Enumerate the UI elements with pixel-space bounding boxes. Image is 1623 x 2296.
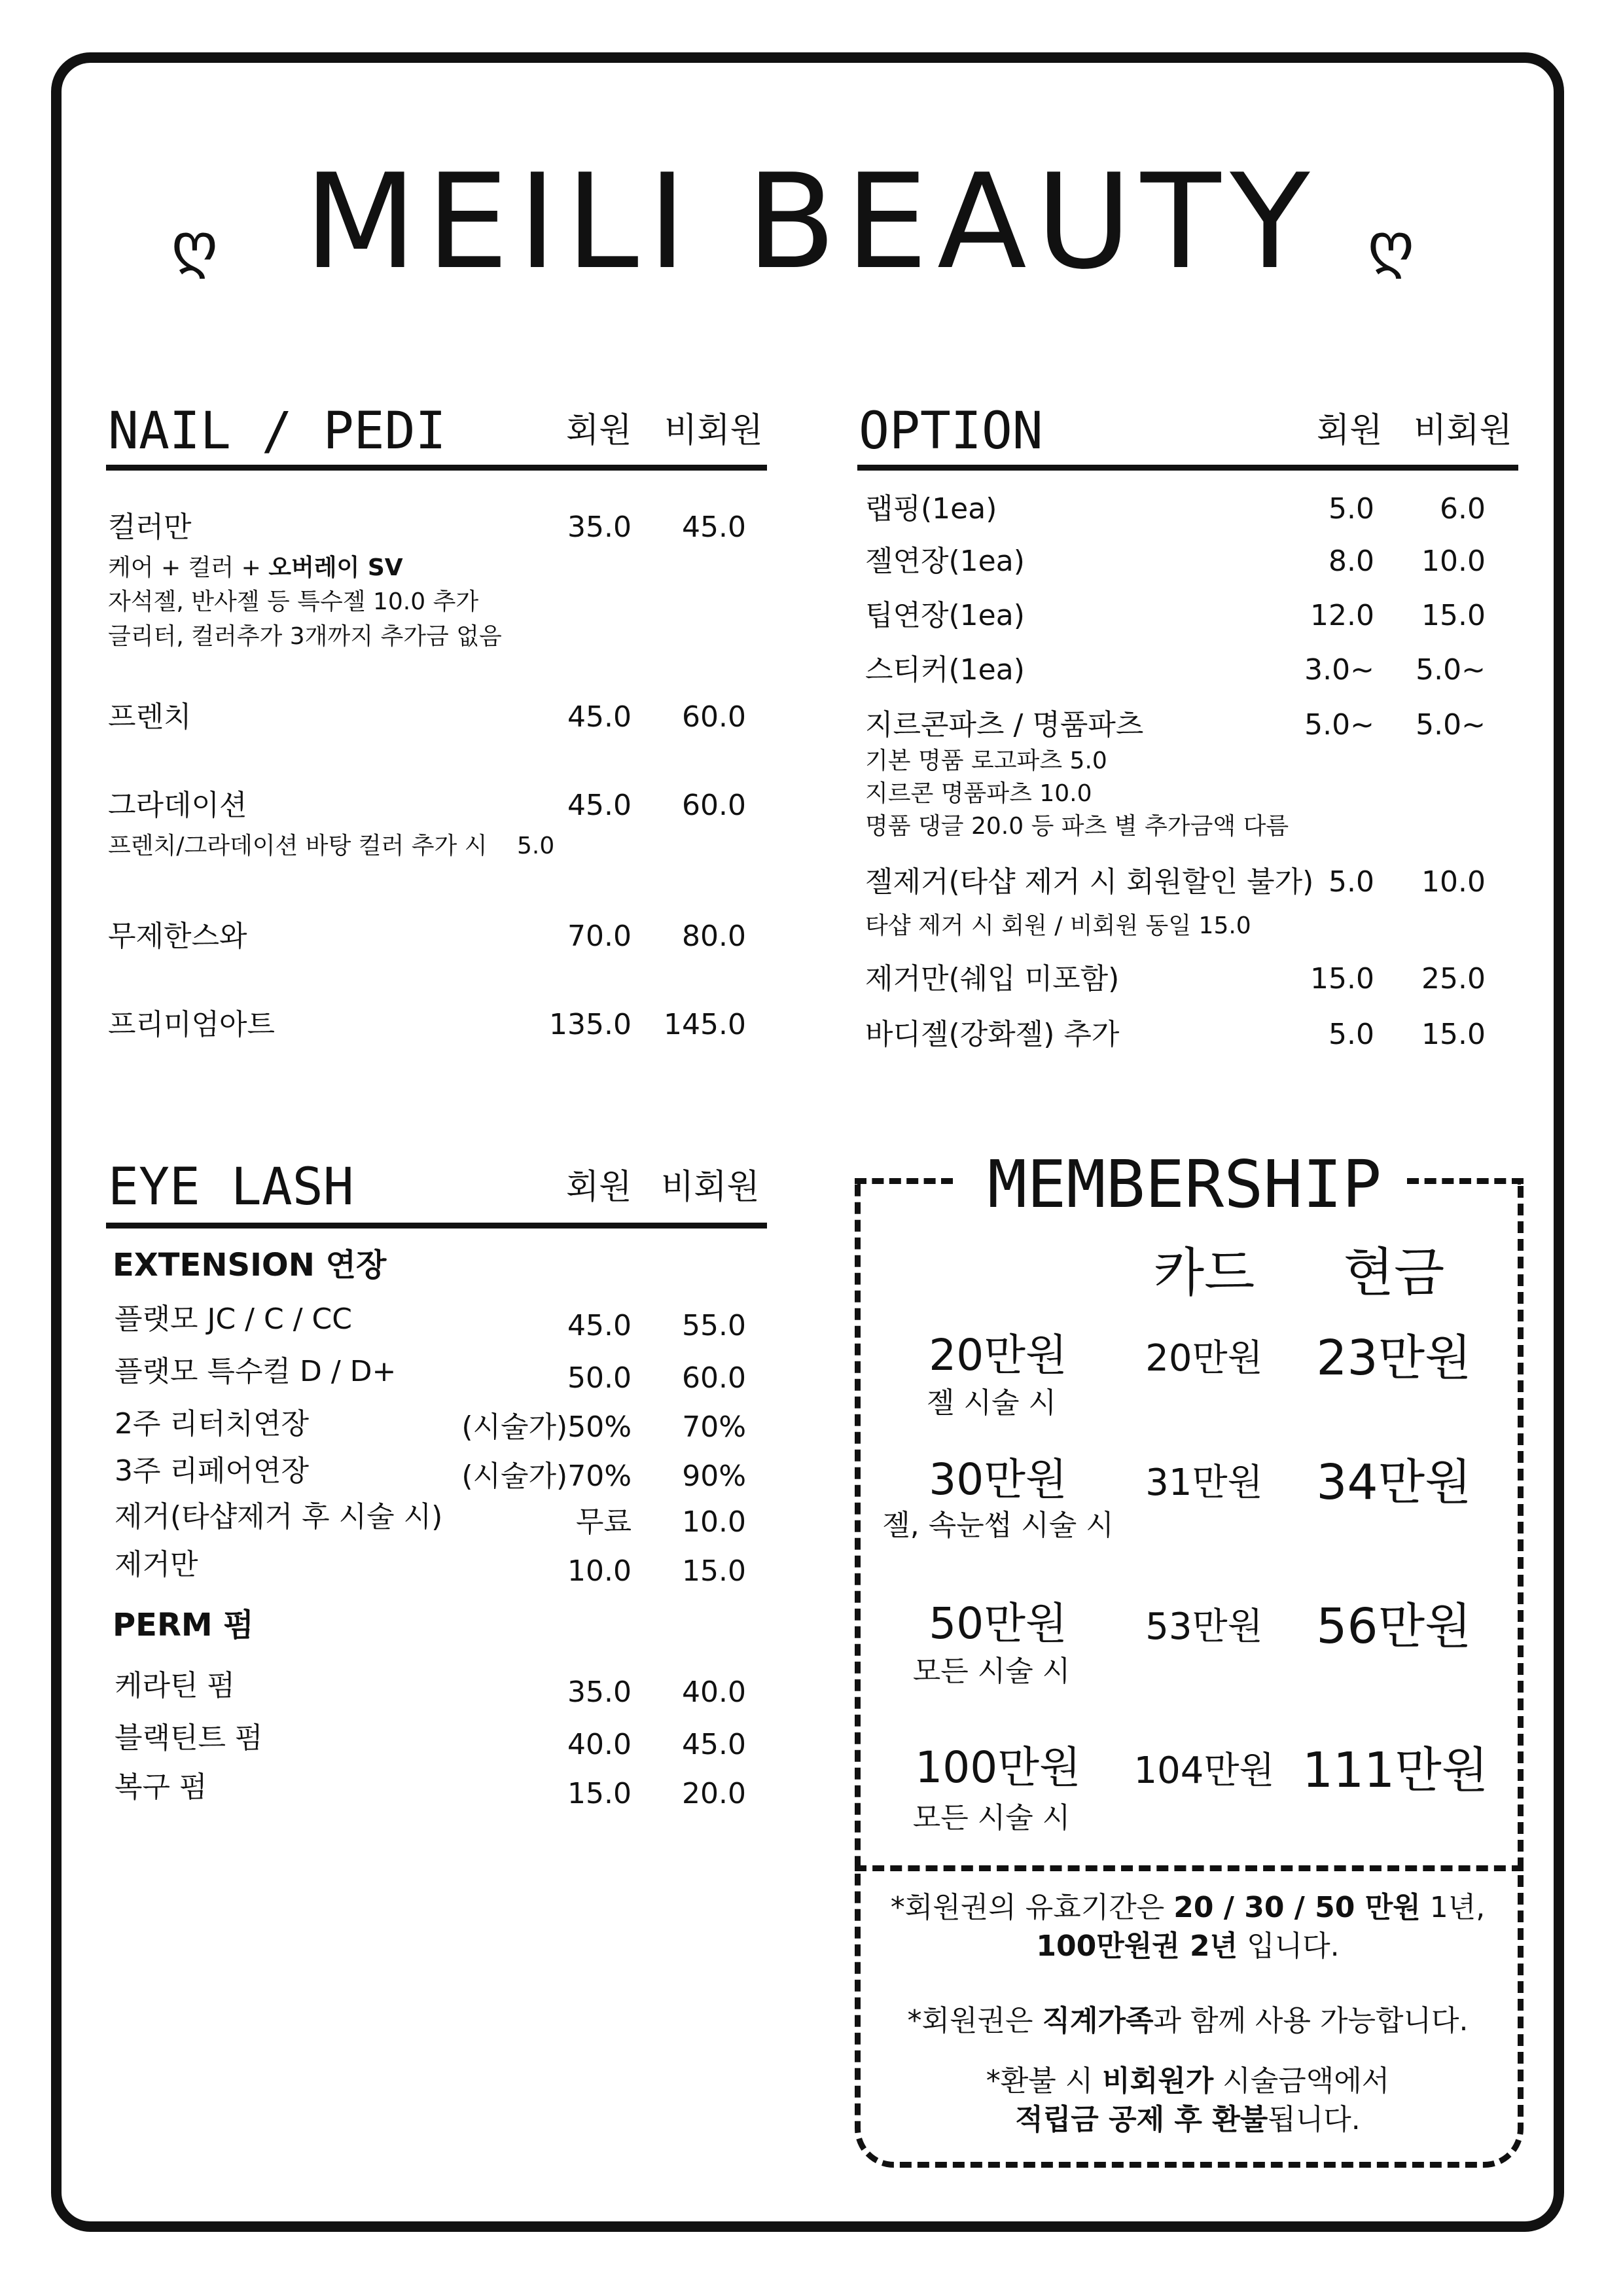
option-item-member: 8.0 — [1329, 545, 1374, 578]
option-item-nonmember: 5.0~ — [1416, 653, 1486, 687]
lash-ext-nonmember: 70% — [682, 1410, 746, 1444]
lash-ext-member: (시술가)50% — [461, 1410, 632, 1444]
nail-item-member: 45.0 — [567, 789, 632, 822]
option-col-nonmember: 비회원 — [1414, 411, 1512, 450]
membership-title: MEMBERSHIP — [987, 1146, 1382, 1223]
lash-ext-name: 3주 리페어연장 — [115, 1454, 310, 1488]
nail-item-member: 45.0 — [567, 700, 632, 734]
lash-ext-nonmember: 10.0 — [682, 1505, 746, 1539]
option-item-nonmember: 15.0 — [1421, 1018, 1486, 1051]
membership-top-right — [1407, 1178, 1524, 1190]
membership-tier-card: 53만원 — [1145, 1605, 1263, 1648]
option-item-name: 바디젤(강화젤) 추가 — [865, 1018, 1120, 1051]
nail-note-care-prefix: 케어 + 컬러 + — [108, 554, 269, 581]
nail-item-name: 무제한스와 — [108, 920, 247, 953]
membership-tier-card: 31만원 — [1145, 1462, 1263, 1504]
lash-ext-name: 2주 리터치연장 — [115, 1407, 310, 1441]
nail-note-care-bold: 오버레이 SV — [268, 554, 403, 581]
membership-note-family-a: *회원권은 — [907, 2004, 1043, 2037]
membership-tier-amount: 50만원 — [929, 1598, 1067, 1649]
option-divider — [857, 465, 1518, 471]
option-item-nonmember: 10.0 — [1421, 545, 1486, 578]
membership-note-family-c: 과 함께 사용 가능합니다. — [1153, 2004, 1469, 2037]
membership-note-refund-b: 비회원가 — [1102, 2064, 1214, 2098]
nail-item-nonmember: 60.0 — [682, 700, 746, 734]
lash-ext-name: 플랫모 특수컬 D / D+ — [115, 1355, 397, 1388]
membership-note-validity-e: 입니다. — [1238, 1929, 1340, 1964]
membership-col-cash: 현금 — [1343, 1242, 1445, 1303]
lash-perm-name: 케라틴 펌 — [115, 1669, 236, 1702]
lash-ext-nonmember: 60.0 — [682, 1361, 746, 1395]
nail-col-nonmember: 비회원 — [664, 411, 763, 450]
membership-tier-desc: 젤, 속눈썹 시술 시 — [882, 1509, 1114, 1542]
lash-perm-name: 복구 펌 — [115, 1770, 207, 1804]
lash-ext-member: (시술가)70% — [461, 1460, 632, 1493]
membership-note-refund-a: *환불 시 — [986, 2064, 1103, 2098]
option-item-nonmember: 6.0 — [1440, 492, 1486, 526]
lash-divider — [106, 1223, 767, 1229]
lash-ext-nonmember: 15.0 — [682, 1554, 746, 1588]
nail-item-name: 프렌치 — [108, 700, 192, 734]
option-note-parts-1: 기본 명품 로고파츠 5.0 — [865, 747, 1107, 774]
option-item-name: 스티커(1ea) — [865, 653, 1025, 687]
lash-section-title: EYE LASH — [108, 1158, 354, 1217]
option-note-parts-2: 지르콘 명품파츠 10.0 — [865, 780, 1092, 807]
membership-col-card: 카드 — [1153, 1242, 1255, 1303]
lash-col-nonmember: 비회원 — [661, 1168, 760, 1207]
membership-tier-amount: 30만원 — [929, 1454, 1067, 1505]
option-item-member: 5.0~ — [1304, 708, 1374, 742]
option-item-name: 젤제거(타샵 제거 시 회원할인 불가) — [865, 865, 1314, 899]
option-item-member: 5.0 — [1329, 492, 1374, 526]
brand-name: MEILI BEAUTY — [304, 146, 1319, 298]
option-note-parts-3: 명품 댕글 20.0 등 파츠 별 추가금액 다름 — [865, 813, 1289, 840]
membership-note-refund-c: 시술금액에서 — [1213, 2064, 1390, 2098]
nail-item-member: 135.0 — [549, 1008, 632, 1041]
heart-left-icon: ღ — [171, 211, 218, 279]
nail-note-special-gel: 자석젤, 반사젤 등 특수젤 10.0 추가 — [108, 588, 479, 615]
membership-tier-desc: 모든 시술 시 — [912, 1801, 1071, 1835]
lash-ext-member: 10.0 — [567, 1554, 632, 1588]
membership-note-family-b: 직계가족 — [1042, 2004, 1154, 2037]
membership-tier-cash: 56만원 — [1316, 1598, 1472, 1655]
option-item-name: 제거만(쉐입 미포함) — [865, 962, 1120, 996]
nail-item-member: 35.0 — [567, 511, 632, 544]
membership-note-refund-e: 됩니다. — [1268, 2103, 1361, 2137]
nail-item-nonmember: 80.0 — [682, 920, 746, 953]
lash-perm-title: PERM 펌 — [113, 1607, 254, 1643]
lash-ext-member: 무료 — [575, 1505, 632, 1539]
lash-ext-member: 50.0 — [567, 1361, 632, 1395]
option-item-member: 5.0 — [1329, 1018, 1374, 1051]
lash-perm-nonmember: 40.0 — [682, 1676, 746, 1709]
lash-ext-member: 45.0 — [567, 1309, 632, 1342]
membership-tier-card: 104만원 — [1133, 1749, 1275, 1792]
nail-item-member: 70.0 — [567, 920, 632, 953]
nail-item-name: 그라데이션 — [108, 789, 247, 822]
option-item-member: 15.0 — [1310, 962, 1374, 996]
option-item-nonmember: 10.0 — [1421, 865, 1486, 899]
option-item-nonmember: 5.0~ — [1416, 708, 1486, 742]
option-item-name: 팁연장(1ea) — [865, 599, 1025, 632]
nail-note-glitter: 글리터, 컬러추가 3개까지 추가금 없음 — [108, 623, 502, 650]
nail-col-member: 회원 — [566, 411, 632, 450]
option-note-removal: 타샵 제거 시 회원 / 비회원 동일 15.0 — [865, 912, 1251, 939]
membership-notes-divider — [855, 1865, 1524, 1871]
membership-note-validity — [864, 1888, 1512, 1966]
lash-perm-member: 15.0 — [567, 1777, 632, 1810]
membership-tier-amount: 100만원 — [915, 1742, 1081, 1793]
option-item-member: 5.0 — [1329, 865, 1374, 899]
membership-note-validity-b: 20 / 30 / 50 만원 — [1173, 1891, 1421, 1924]
option-item-member: 3.0~ — [1304, 653, 1374, 687]
nail-note-care — [108, 553, 403, 584]
membership-note-refund-d: 적립금 공제 후 환불 — [1015, 2103, 1268, 2137]
option-item-name: 지르콘파츠 / 명품파츠 — [865, 708, 1144, 742]
membership-note-validity-c: 1년, — [1420, 1891, 1486, 1924]
option-item-nonmember: 15.0 — [1421, 599, 1486, 632]
membership-tier-desc: 젤 시술 시 — [927, 1386, 1056, 1420]
membership-tier-amount: 20만원 — [929, 1330, 1067, 1380]
lash-extension-title: EXTENSION 연장 — [113, 1247, 387, 1283]
lash-ext-name: 플랫모 JC / C / CC — [115, 1302, 352, 1336]
membership-note-refund — [864, 2062, 1512, 2140]
nail-section-title: NAIL / PEDI — [108, 402, 446, 461]
membership-tier-card: 20만원 — [1145, 1337, 1263, 1380]
lash-perm-member: 35.0 — [567, 1676, 632, 1709]
lash-perm-name: 블랙틴트 펌 — [115, 1721, 263, 1755]
membership-note-validity-a: *회원권의 유효기간은 — [890, 1891, 1174, 1924]
lash-ext-name: 제거(타샵제거 후 시술 시) — [115, 1500, 443, 1534]
option-item-name: 젤연장(1ea) — [865, 545, 1025, 578]
option-item-nonmember: 25.0 — [1421, 962, 1486, 996]
lash-perm-nonmember: 45.0 — [682, 1728, 746, 1761]
membership-top-left — [855, 1178, 953, 1190]
nail-item-name: 프리미엄아트 — [108, 1008, 276, 1041]
membership-tier-cash: 23만원 — [1316, 1330, 1472, 1386]
membership-tier-desc: 모든 시술 시 — [912, 1655, 1071, 1688]
option-section-title: OPTION — [859, 402, 1043, 461]
nail-item-nonmember: 45.0 — [682, 511, 746, 544]
nail-item-nonmember: 145.0 — [664, 1008, 746, 1041]
nail-divider — [106, 465, 767, 471]
membership-tier-cash: 34만원 — [1316, 1454, 1472, 1511]
lash-perm-nonmember: 20.0 — [682, 1777, 746, 1810]
nail-note-gradation-base: 프렌치/그라데이션 바탕 컬러 추가 시 — [108, 833, 488, 859]
option-item-name: 랩핑(1ea) — [865, 492, 997, 526]
membership-tier-cash: 111만원 — [1302, 1742, 1489, 1799]
lash-ext-name: 제거만 — [115, 1548, 198, 1581]
option-item-member: 12.0 — [1310, 599, 1374, 632]
lash-ext-nonmember: 90% — [682, 1460, 746, 1493]
lash-ext-nonmember: 55.0 — [682, 1309, 746, 1342]
membership-note-validity-d: 100만원권 2년 — [1036, 1929, 1238, 1964]
nail-note-gradation-price: 5.0 — [517, 833, 555, 859]
option-col-member: 회원 — [1317, 411, 1383, 450]
heart-right-icon: ღ — [1368, 211, 1414, 279]
lash-perm-member: 40.0 — [567, 1728, 632, 1761]
nail-item-nonmember: 60.0 — [682, 789, 746, 822]
nail-item-name: 컬러만 — [108, 511, 192, 544]
lash-col-member: 회원 — [566, 1168, 632, 1207]
membership-note-family — [864, 2001, 1512, 2040]
